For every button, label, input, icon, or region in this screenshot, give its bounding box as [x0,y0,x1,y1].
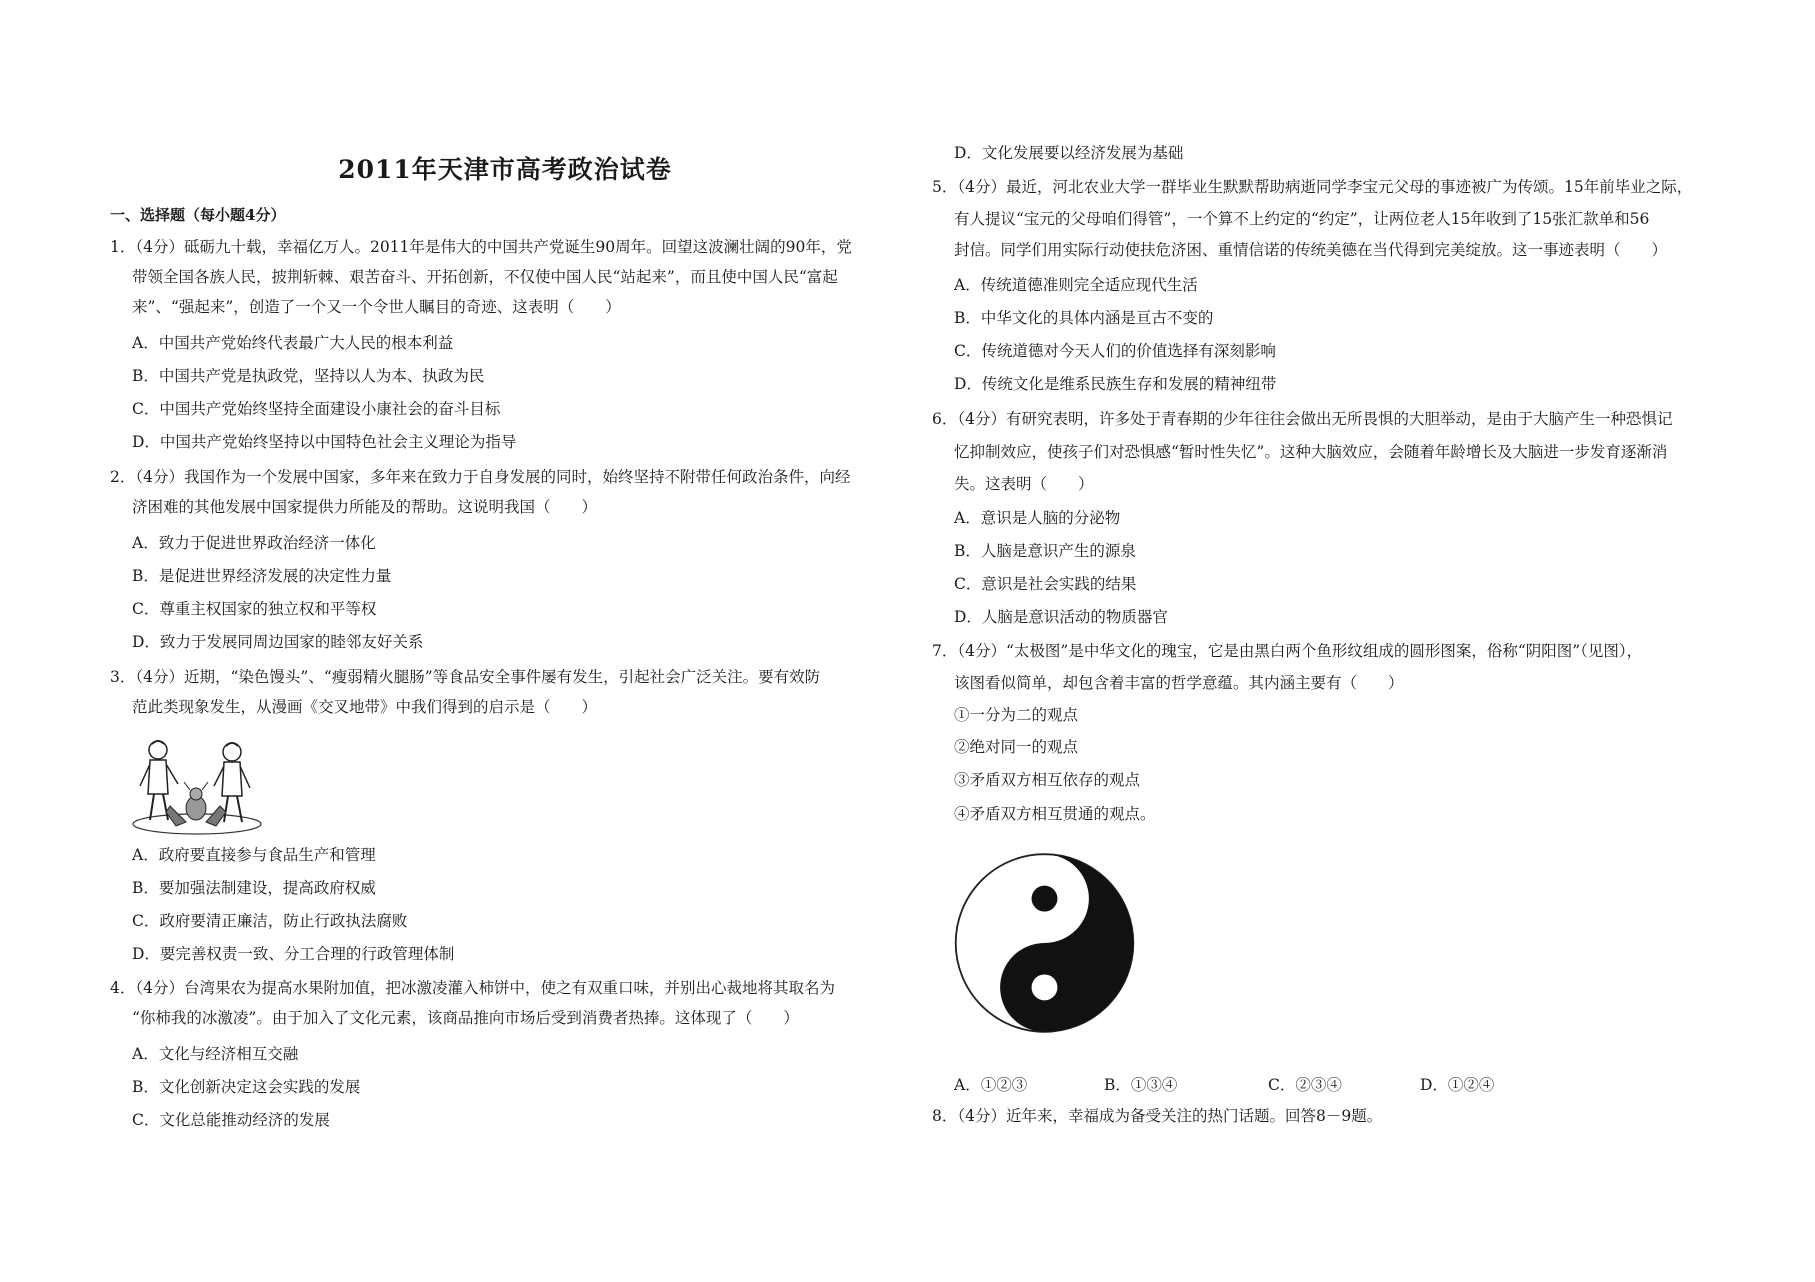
question-text-continuation: 忆抑制效应，使孩子们对恐惧感“暂时性失忆”。这种大脑效应，会随着年龄增长及大脑进一步发育逐渐消 [954,443,1668,461]
answer-option: B．要加强法制建设，提高政府权威 [132,879,376,897]
answer-option: D．致力于发展同周边国家的睦邻友好关系 [132,633,424,651]
question-text: 2．（4分）我国作为一个发展中国家，多年来在致力于自身发展的同时，始终坚持不附带任何政治条件，向经 [110,468,851,486]
q7-option-d: D．①②④ [1420,1076,1495,1094]
q7-option-b: B．①③④ [1104,1076,1178,1094]
question-text-continuation: 有人提议“宝元的父母咱们得管”，一个算不上约定的“约定”，让两位老人15年收到了15张汇款单和56 [954,210,1650,228]
question-text: 6．（4分）有研究表明，许多处于青春期的少年往往会做出无所畏惧的大胆举动，是由于大脑产生一种恐惧记 [932,410,1673,428]
answer-option: B．中国共产党是执政党，坚持以人为本、执政为民 [132,367,485,385]
answer-option: A．中国共产党始终代表最广大人民的根本利益 [132,334,454,352]
question-text-continuation: 带领全国各族人民，披荆斩棘、艰苦奋斗、开拓创新，不仅使中国人民“站起来”，而且使中国人民“富起 [132,268,838,286]
question-text-continuation: ④矛盾双方相互贯通的观点。 [954,805,1156,823]
question-text-continuation: 范此类现象发生，从漫画《交叉地带》中我们得到的启示是（ ） [132,698,598,716]
answer-option: D．要完善权责一致、分工合理的行政管理体制 [132,945,455,963]
section-heading: 一、选择题（每小题4分） [110,206,286,224]
question-text-continuation: “你柿我的冰激凌”。由于加入了文化元素，该商品推向市场后受到消费者热捧。这体现了（ ） [132,1009,799,1027]
taiji-yin-yang-image [952,848,1137,1038]
question-text: 5．（4分）最近，河北农业大学一群毕业生默默帮助病逝同学李宝元父母的事迹被广为传颂。15年前毕业之际， [932,178,1693,196]
question-text-continuation: ②绝对同一的观点 [954,738,1079,756]
question-text-continuation: ①一分为二的观点 [954,706,1079,724]
question-text-continuation: 济困难的其他发展中国家提供力所能及的帮助。这说明我国（ ） [132,498,598,516]
question-text-continuation: ③矛盾双方相互依存的观点 [954,771,1141,789]
answer-option: C．文化总能推动经济的发展 [132,1111,330,1129]
answer-option: A．政府要直接参与食品生产和管理 [132,846,376,864]
question-text: 7．（4分）“太极图”是中华文化的瑰宝，它是由黑白两个鱼形纹组成的圆形图案，俗称“阴阳图”（见图）， [932,642,1643,660]
answer-option: B．人脑是意识产生的源泉 [954,542,1136,560]
q7-option-a: A．①②③ [954,1076,1028,1094]
answer-option: B．是促进世界经济发展的决定性力量 [132,567,392,585]
answer-option: A．文化与经济相互交融 [132,1045,299,1063]
answer-option: A．传统道德准则完全适应现代生活 [954,276,1198,294]
answer-option: C．传统道德对今天人们的价值选择有深刻影响 [954,342,1276,360]
question-text: 4．（4分）台湾果农为提高水果附加值，把冰激凌灌入柿饼中，使之有双重口味，并别出心裁地将其取名为 [110,979,835,997]
comic-crossing-zone-image [130,736,265,836]
q7-option-c: C．②③④ [1268,1076,1342,1094]
answer-option: D．文化发展要以经济发展为基础 [954,144,1184,162]
question-text-continuation: 来”、“强起来”，创造了一个又一个令世人瞩目的奇迹、这表明（ ） [132,298,621,316]
exam-title: 2011年天津市高考政治试卷 [338,155,672,184]
question-8: 8．（4分）近年来，幸福成为备受关注的热门话题。回答8－9题。 [932,1107,1383,1125]
answer-option: C．中国共产党始终坚持全面建设小康社会的奋斗目标 [132,400,501,418]
answer-option: B．文化创新决定这会实践的发展 [132,1078,361,1096]
answer-option: A．意识是人脑的分泌物 [954,509,1121,527]
question-text-continuation: 封信。同学们用实际行动使扶危济困、重情信诺的传统美德在当代得到完美绽放。这一事迹表明（ ） [954,241,1668,259]
question-text: 1．（4分）砥砺九十载，幸福亿万人。2011年是伟大的中国共产党诞生90周年。回望这波澜壮阔的90年，党 [110,238,852,256]
answer-option: C．尊重主权国家的独立权和平等权 [132,600,377,618]
answer-option: D．人脑是意识活动的物质器官 [954,608,1168,626]
answer-option: C．政府要清正廉洁，防止行政执法腐败 [132,912,408,930]
question-text-continuation: 该图看似简单，却包含着丰富的哲学意蕴。其内涵主要有（ ） [954,674,1404,692]
answer-option: C．意识是社会实践的结果 [954,575,1137,593]
answer-option: B．中华文化的具体内涵是亘古不变的 [954,309,1214,327]
answer-option: D．中国共产党始终坚持以中国特色社会主义理论为指导 [132,433,517,451]
answer-option: D．传统文化是维系民族生存和发展的精神纽带 [954,375,1277,393]
question-text-continuation: 失。这表明（ ） [954,475,1094,493]
answer-option: A．致力于促进世界政治经济一体化 [132,534,376,552]
question-text: 3．（4分）近期，“染色馒头”、“瘦弱精火腿肠”等食品安全事件屡有发生，引起社会广泛关注。要有效防 [110,668,821,686]
